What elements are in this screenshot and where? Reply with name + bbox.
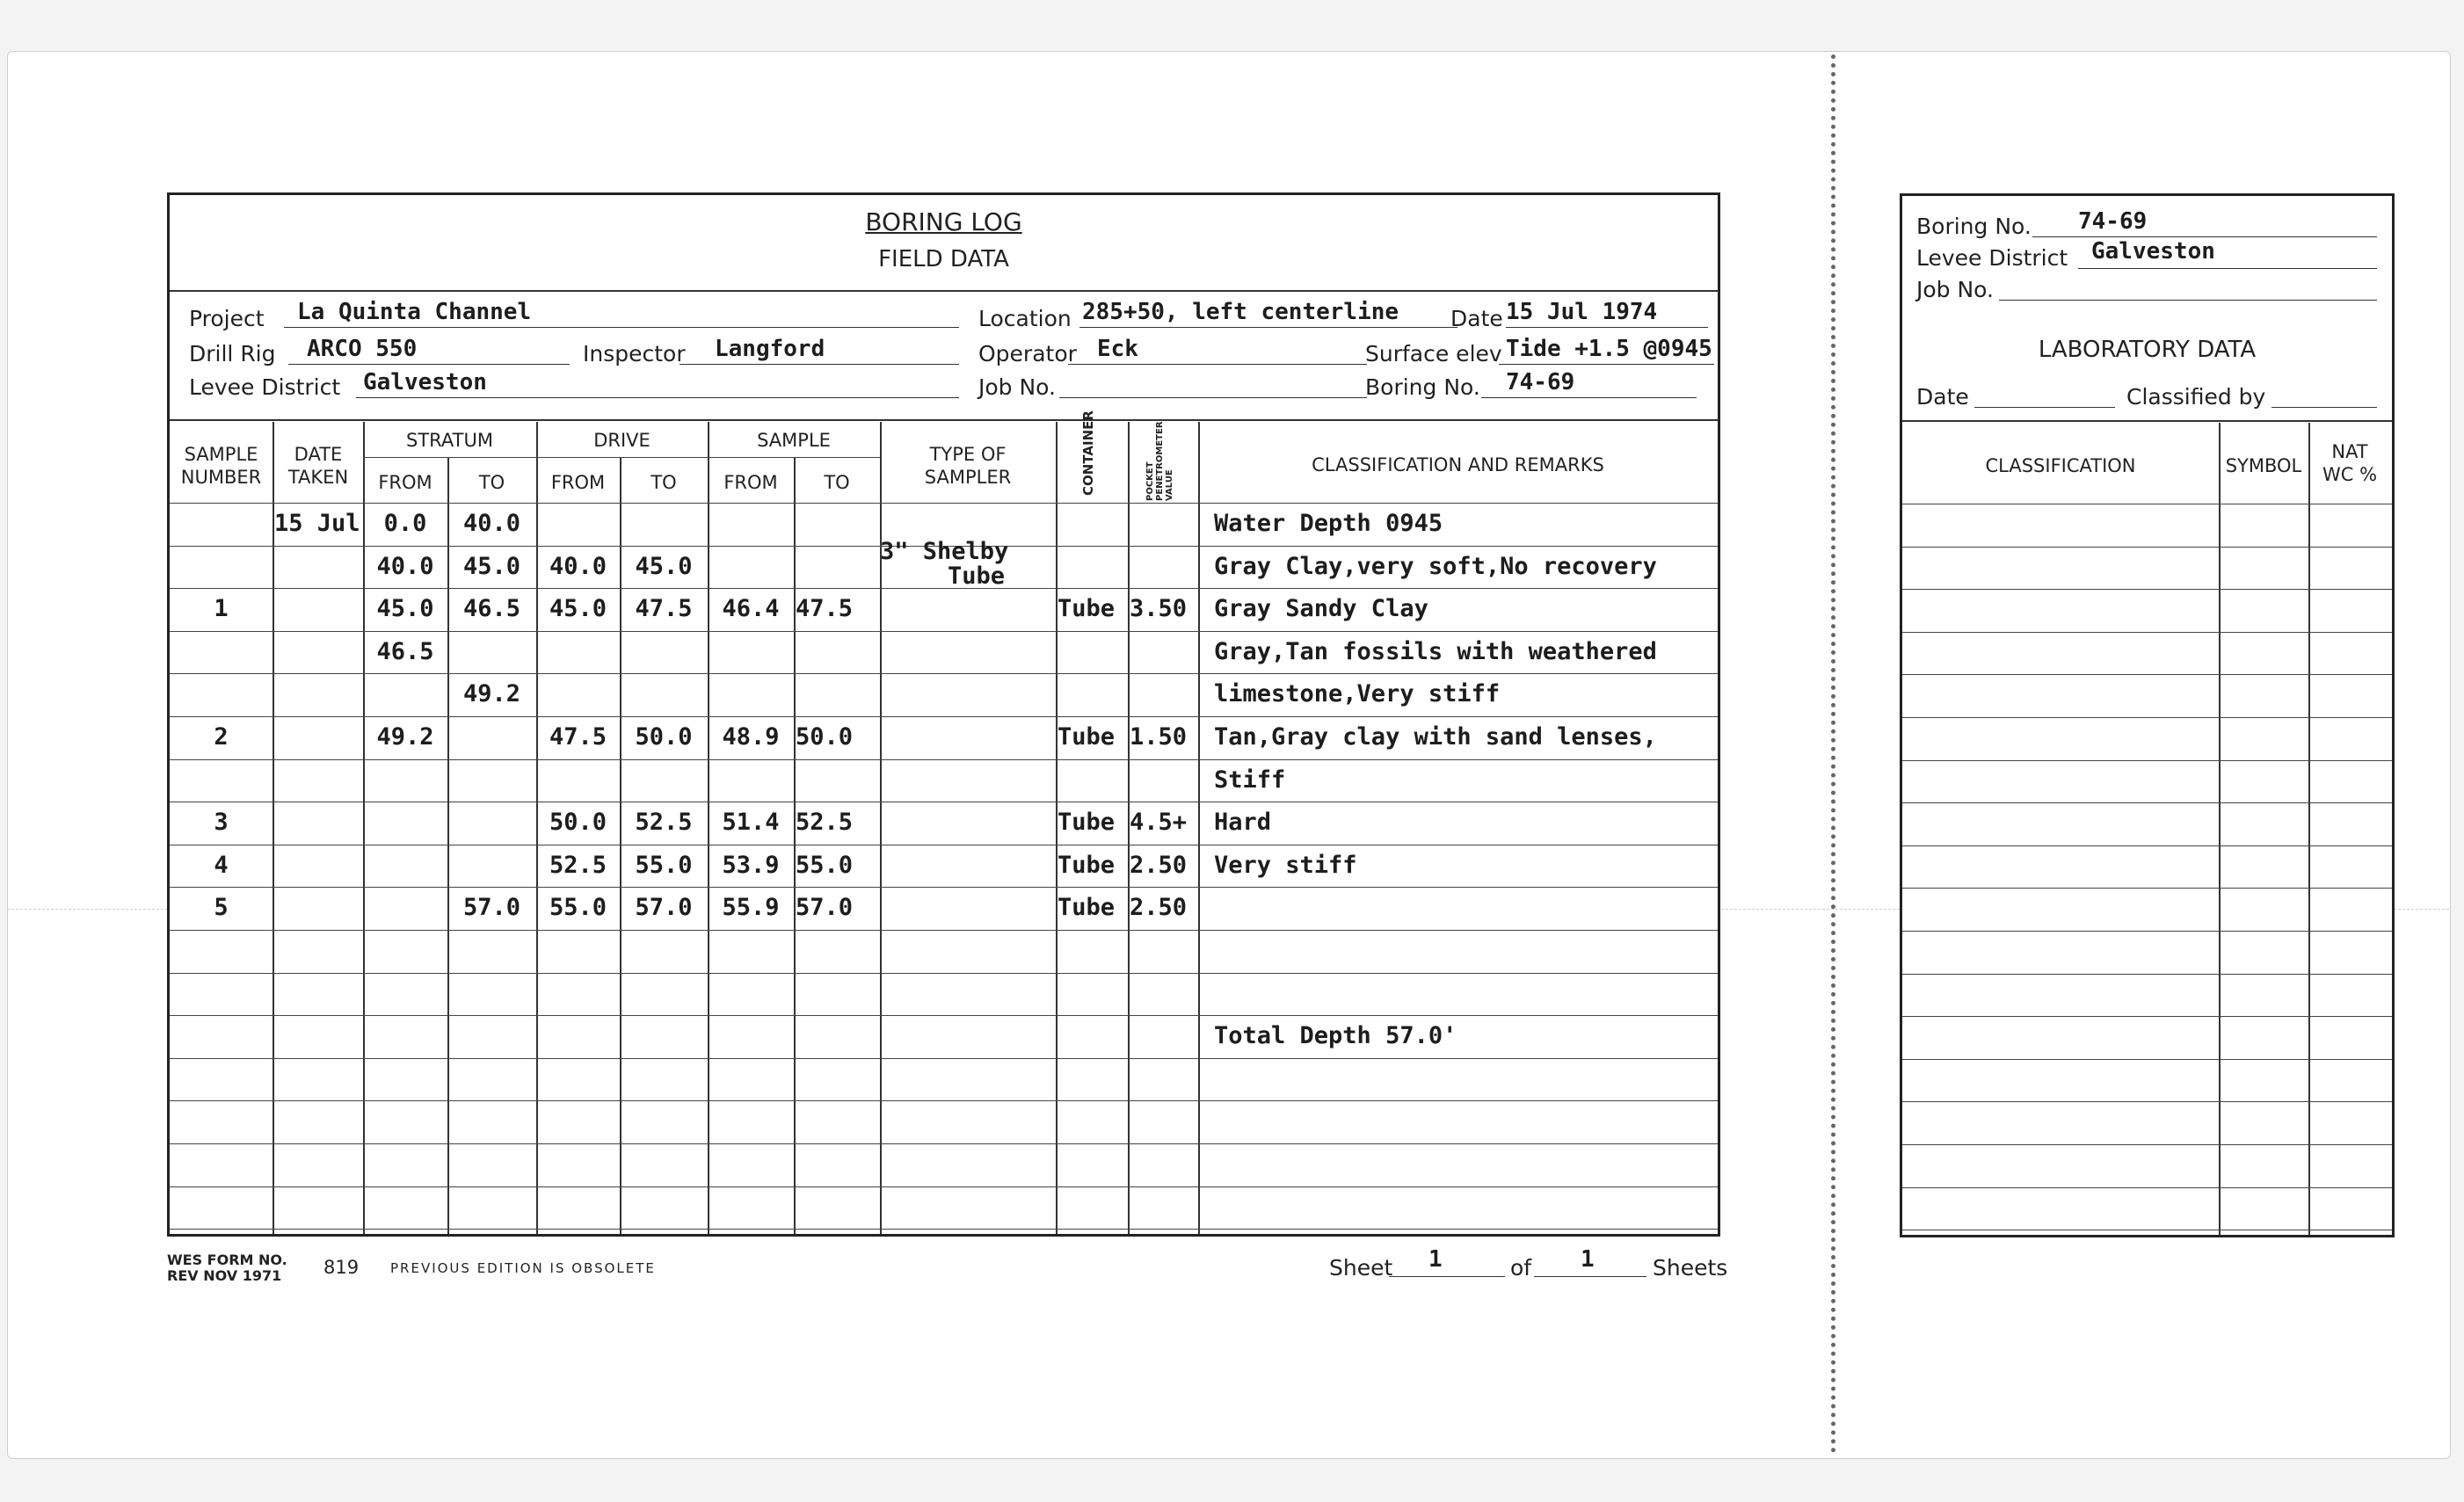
levee-district-label: Levee District — [189, 374, 341, 400]
cell-drive-from: 55.0 — [549, 894, 607, 922]
lab-table — [1902, 423, 2392, 1235]
drill-rig-label: Drill Rig — [189, 341, 276, 366]
project-underline — [284, 327, 959, 328]
lab-levee-district-underline — [2078, 268, 2377, 269]
lab-row-line — [1902, 1144, 2392, 1145]
lab-row-line — [1902, 1016, 2392, 1017]
cell-remarks: Tan,Gray clay with sand lenses, — [1214, 723, 1657, 751]
lab-row-line — [1902, 888, 2392, 889]
sheets-underline — [1534, 1276, 1646, 1277]
cell-stratum-to: 46.5 — [462, 595, 521, 623]
row-line — [170, 1100, 1718, 1101]
form-subtitle: FIELD DATA — [878, 246, 1009, 272]
revision-label: REV NOV 1971 — [167, 1267, 282, 1284]
cell-pp: 1.50 — [1130, 723, 1188, 751]
lab-boring-no-value: 74-69 — [2078, 208, 2148, 235]
cell-remarks: Gray,Tan fossils with weathered — [1214, 637, 1657, 665]
lab-row-line — [1902, 760, 2392, 761]
cell-sample-from: 46.4 — [722, 595, 780, 623]
header-stratum-from: FROM — [378, 472, 432, 493]
lab-row-line — [1902, 974, 2392, 975]
lab-row-line — [1902, 717, 2392, 718]
cell-sample-no: 1 — [214, 595, 229, 623]
cell-drive-to: 47.5 — [635, 595, 693, 623]
project-label: Project — [189, 306, 265, 331]
operator-underline — [1068, 364, 1367, 365]
lab-date-underline — [1974, 407, 2115, 408]
lab-row-line — [1902, 802, 2392, 803]
boring-no-underline — [1481, 397, 1697, 398]
header-sample-from: FROM — [723, 472, 778, 493]
lab-col-divider — [2219, 423, 2221, 1235]
lab-title: LABORATORY DATA — [2038, 337, 2257, 363]
row-line — [170, 973, 1718, 974]
header-classification-remarks: CLASSIFICATION AND REMARKS — [1312, 454, 1604, 475]
laboratory-data-form — [1900, 193, 2395, 1237]
cell-stratum-to: 45.0 — [462, 552, 521, 580]
cell-sample-no: 5 — [214, 894, 229, 922]
cell-sample-from: 55.9 — [722, 894, 780, 922]
project-value: La Quinta Channel — [297, 299, 532, 325]
cell-remarks: Water Depth 0945 — [1214, 510, 1443, 537]
cell-sample-no: 3 — [214, 809, 229, 837]
cell-container: Tube — [1058, 851, 1116, 879]
cell-stratum-to: 57.0 — [462, 894, 521, 922]
form-no-label: WES FORM NO. — [167, 1252, 287, 1268]
boring-log-table — [170, 410, 1718, 1234]
row-line — [170, 887, 1718, 888]
boring-log-form — [167, 192, 1720, 1237]
row-line — [170, 588, 1718, 589]
header-date-taken: DATE TAKEN — [287, 444, 349, 488]
row-line — [170, 1229, 1718, 1230]
cell-drive-to: 55.0 — [635, 851, 693, 879]
cell-sample-no: 2 — [214, 723, 229, 751]
lab-col-divider — [2308, 423, 2310, 1235]
cell-drive-from: 47.5 — [549, 723, 607, 751]
perforation-line — [1831, 54, 1835, 1454]
sampler-type-line1: 3" Shelby — [880, 538, 1009, 565]
cell-drive-to: 52.5 — [635, 809, 693, 837]
cell-stratum-to: 40.0 — [462, 510, 521, 537]
sheets-label: Sheets — [1653, 1255, 1728, 1281]
inspector-underline — [680, 364, 959, 365]
sheet-underline — [1389, 1276, 1505, 1277]
lab-date-label: Date — [1916, 384, 1969, 410]
cell-sample-to: 55.0 — [796, 851, 854, 879]
lab-levee-district-label: Levee District — [1916, 245, 2068, 271]
cell-sample-to: 50.0 — [796, 723, 854, 751]
row-line — [170, 631, 1718, 632]
lab-row-line — [1902, 845, 2392, 846]
obsolete-notice: PREVIOUS EDITION IS OBSOLETE — [390, 1260, 656, 1276]
lab-classified-by-label: Classified by — [2126, 384, 2266, 410]
lab-header-classification: CLASSIFICATION — [1985, 455, 2136, 476]
sampler-type-line2: Tube — [948, 562, 1006, 590]
lab-row-line — [1902, 1101, 2392, 1102]
lab-header-symbol: SYMBOL — [2225, 455, 2302, 476]
cell-pp: 2.50 — [1130, 894, 1188, 922]
lab-row-line — [1902, 632, 2392, 633]
header-sample-to: TO — [824, 472, 850, 493]
cell-remarks: Total Depth 57.0' — [1214, 1022, 1457, 1050]
cell-stratum-from: 0.0 — [383, 510, 427, 537]
row-line — [170, 1015, 1718, 1016]
boring-no-value: 74-69 — [1506, 369, 1575, 395]
lab-row-line — [1902, 931, 2392, 932]
cell-sample-to: 47.5 — [796, 595, 854, 623]
operator-value: Eck — [1097, 336, 1138, 362]
header-container: CONTAINER — [1080, 410, 1096, 496]
col-divider — [794, 457, 796, 1234]
surface-elev-value: Tide +1.5 @0945 — [1506, 336, 1712, 362]
row-line — [170, 930, 1718, 931]
form-number-label — [167, 1252, 287, 1284]
row-line — [170, 759, 1718, 760]
header-sample: SAMPLE — [757, 430, 831, 451]
cell-pp: 2.50 — [1130, 851, 1188, 879]
cell-remarks: Gray Clay,very soft,No recovery — [1214, 552, 1657, 580]
date-underline — [1506, 327, 1708, 328]
surface-elev-underline — [1499, 364, 1714, 365]
lab-boring-no-underline — [2032, 236, 2377, 237]
lab-row-line — [1902, 1059, 2392, 1060]
cell-drive-from: 52.5 — [549, 851, 607, 879]
location-value: 285+50, left centerline — [1082, 299, 1399, 325]
lab-row-line — [1902, 1187, 2392, 1188]
cell-stratum-from: 40.0 — [376, 552, 434, 580]
cell-drive-to: 45.0 — [635, 552, 693, 580]
cell-sample-to: 57.0 — [796, 894, 854, 922]
header-drive-to: TO — [651, 472, 677, 493]
lab-row-line — [1902, 589, 2392, 590]
cell-sample-from: 51.4 — [722, 809, 780, 837]
job-no-label: Job No. — [978, 374, 1056, 400]
cell-stratum-from: 45.0 — [376, 595, 434, 623]
row-line — [170, 673, 1718, 674]
form-number: 819 — [323, 1257, 360, 1278]
header-pocket-penetrometer: POCKET PENETROMETER VALUE — [1145, 421, 1174, 501]
lab-row-line — [1902, 674, 2392, 675]
date-value: 15 Jul 1974 — [1506, 299, 1658, 325]
lab-header-nat-wc: NAT WC % — [2322, 441, 2378, 485]
cell-container: Tube — [1058, 723, 1116, 751]
cell-sample-from: 53.9 — [722, 851, 780, 879]
lab-row-line — [1902, 547, 2392, 548]
cell-drive-from: 50.0 — [549, 809, 607, 837]
cell-container: Tube — [1058, 809, 1116, 837]
cell-remarks: limestone,Very stiff — [1214, 680, 1501, 708]
form-title: BORING LOG — [865, 207, 1022, 236]
cell-drive-to: 57.0 — [635, 894, 693, 922]
row-line — [170, 1186, 1718, 1187]
cell-pp: 4.5+ — [1130, 809, 1188, 837]
cell-remarks: Gray Sandy Clay — [1214, 595, 1428, 623]
location-label: Location — [978, 306, 1072, 331]
header-stratum-to: TO — [478, 472, 505, 493]
header-sample-number: SAMPLE NUMBER — [180, 444, 262, 488]
cell-sample-to: 52.5 — [796, 809, 854, 837]
date-label: Date — [1450, 306, 1503, 331]
title-divider — [170, 290, 1718, 292]
cell-drive-from: 40.0 — [549, 552, 607, 580]
lab-levee-district-value: Galveston — [2091, 238, 2215, 265]
cell-stratum-from: 49.2 — [376, 723, 434, 751]
lab-header-divider — [1902, 420, 2392, 422]
job-no-underline — [1059, 397, 1367, 398]
levee-district-underline — [356, 397, 959, 398]
header-drive: DRIVE — [593, 430, 651, 451]
cell-sample-no: 4 — [214, 851, 229, 879]
of-label: of — [1510, 1255, 1532, 1281]
info-divider — [170, 419, 1718, 421]
lab-job-no-label: Job No. — [1916, 277, 1994, 302]
cell-drive-to: 50.0 — [635, 723, 693, 751]
levee-district-value: Galveston — [363, 369, 487, 395]
inspector-label: Inspector — [583, 341, 686, 366]
sheet-number: 1 — [1428, 1246, 1443, 1273]
cell-container: Tube — [1058, 595, 1116, 623]
cell-stratum-from: 46.5 — [376, 637, 434, 665]
sheet-total: 1 — [1581, 1246, 1595, 1273]
surface-elev-label: Surface elev — [1365, 341, 1502, 366]
header-subdivider — [363, 457, 880, 458]
lab-boring-no-label: Boring No. — [1916, 214, 2032, 239]
cell-remarks: Stiff — [1214, 766, 1286, 794]
header-stratum: STRATUM — [406, 430, 493, 451]
lab-classified-by-underline — [2271, 407, 2377, 408]
cell-drive-from: 45.0 — [549, 595, 607, 623]
cell-remarks: Hard — [1214, 809, 1272, 837]
cell-date: 15 Jul — [274, 510, 360, 537]
lab-job-no-underline — [1999, 300, 2377, 301]
row-line — [170, 1143, 1718, 1144]
operator-label: Operator — [978, 341, 1077, 366]
col-divider — [273, 422, 274, 1234]
cell-remarks: Very stiff — [1214, 851, 1357, 879]
cell-stratum-to: 49.2 — [462, 680, 521, 708]
drill-rig-underline — [288, 364, 570, 365]
drill-rig-value: ARCO 550 — [307, 336, 418, 362]
sheet-label: Sheet — [1329, 1255, 1393, 1281]
inspector-value: Langford — [715, 336, 825, 362]
header-drive-from: FROM — [550, 472, 606, 493]
row-line — [170, 716, 1718, 717]
row-line — [170, 1058, 1718, 1059]
row-line — [170, 503, 1718, 504]
header-type-of-sampler: TYPE OF SAMPLER — [924, 444, 1012, 488]
col-divider — [363, 422, 365, 1234]
location-underline — [1079, 327, 1457, 328]
boring-no-label: Boring No. — [1365, 374, 1480, 400]
cell-pp: 3.50 — [1130, 595, 1188, 623]
cell-container: Tube — [1058, 894, 1116, 922]
cell-sample-from: 48.9 — [722, 723, 780, 751]
